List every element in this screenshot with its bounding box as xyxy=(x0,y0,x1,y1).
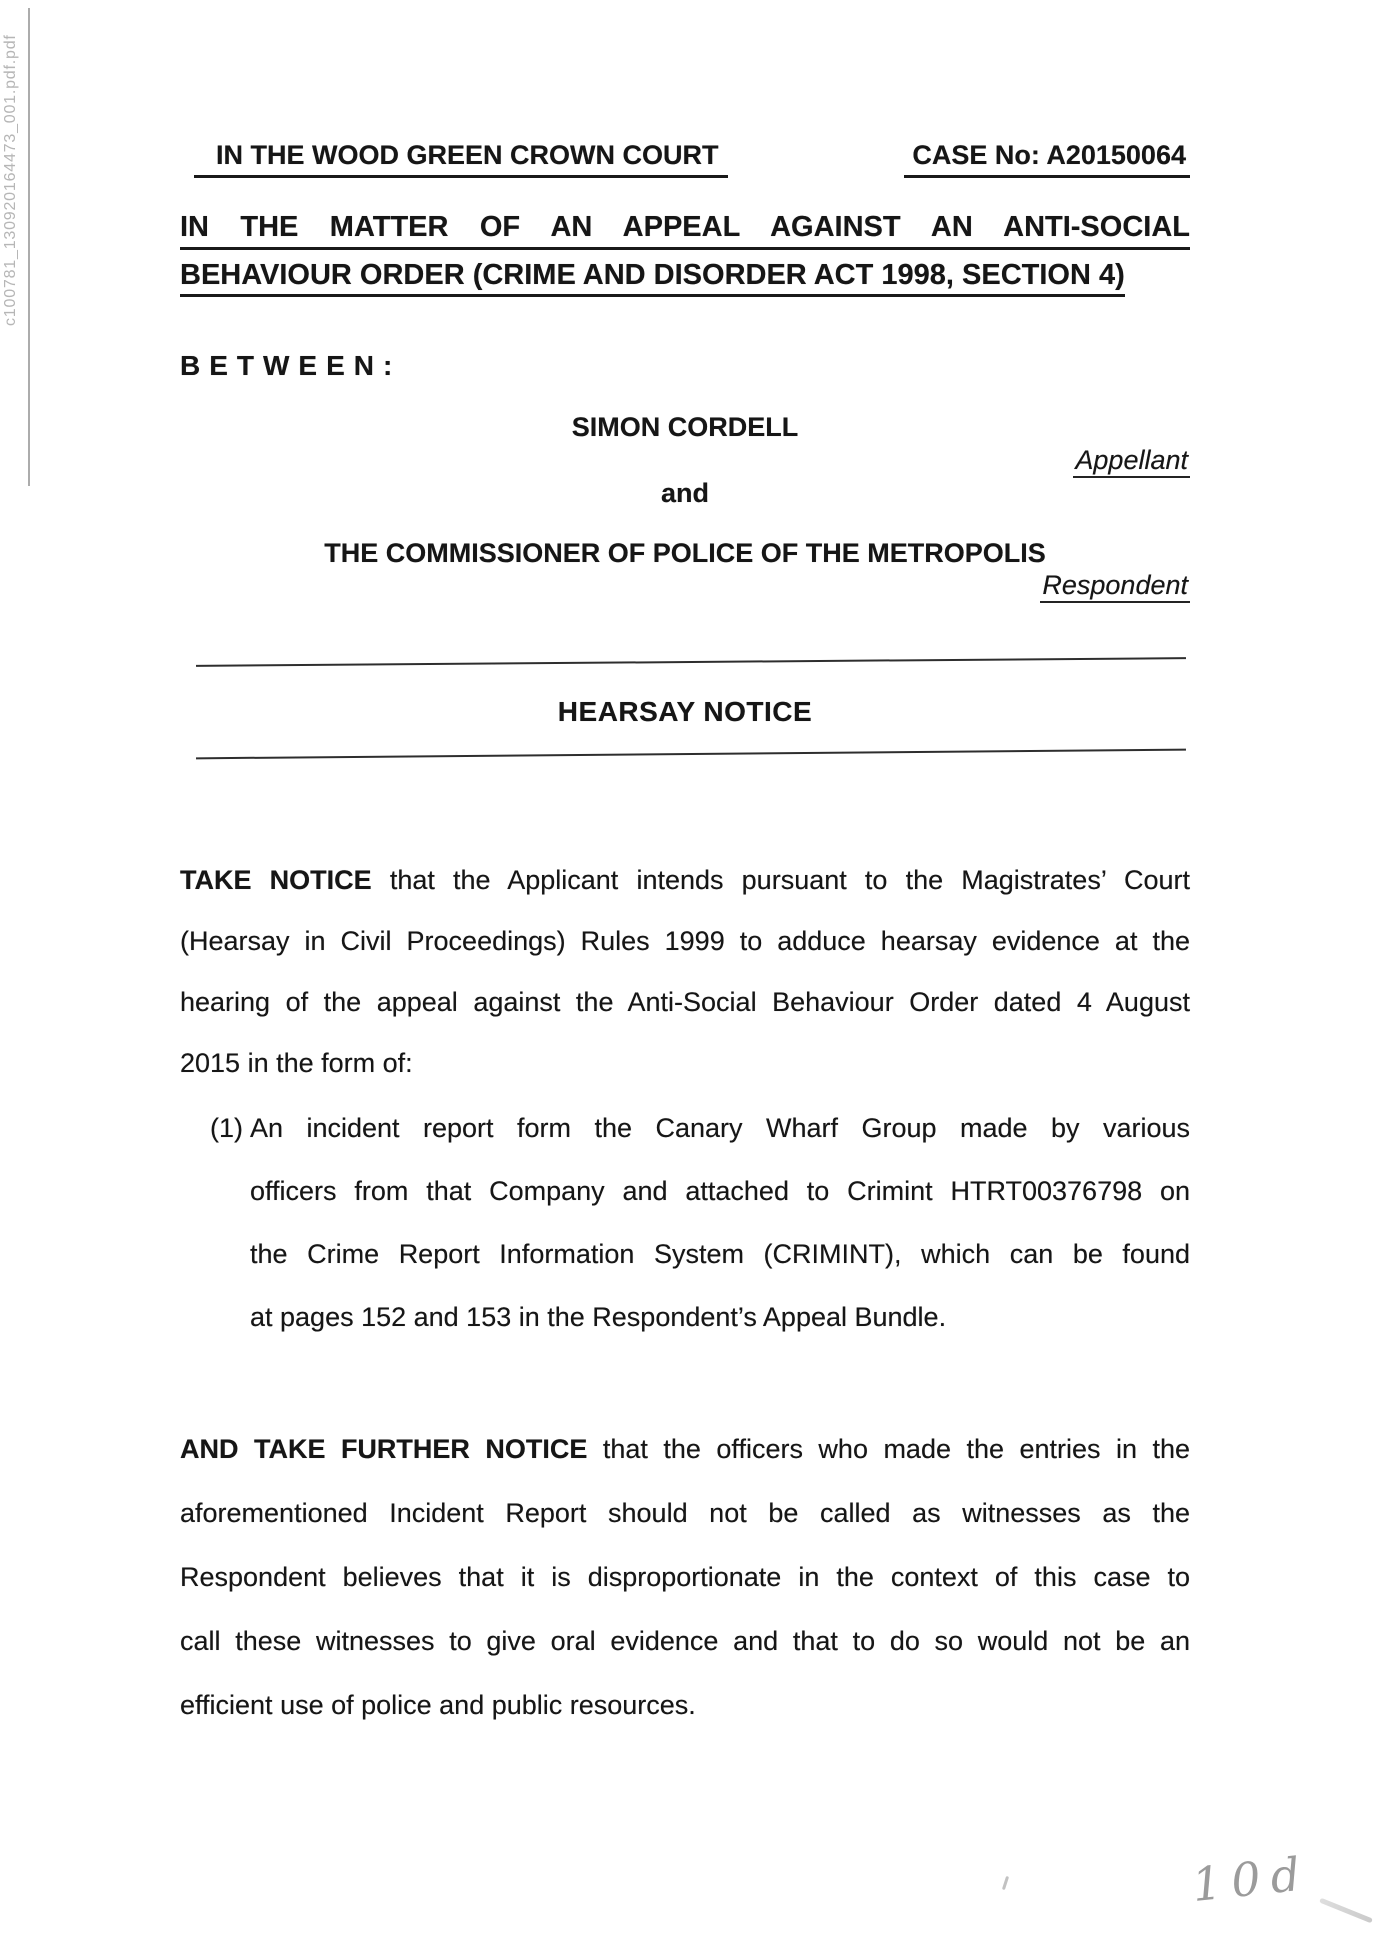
paragraph-line: at pages 152 and 153 in the Respondent’s Appeal Bundle. xyxy=(250,1302,947,1332)
paragraph-line: officers from that Company and attached to Crimint HTRT00376798 on xyxy=(250,1176,1190,1206)
handwritten-page-mark: 10d xyxy=(1189,1845,1313,1913)
further-notice-paragraph xyxy=(180,1417,1190,1737)
pencil-tick-mark xyxy=(1002,1876,1009,1890)
title-rule-bottom xyxy=(196,749,1186,760)
take-notice-paragraph xyxy=(180,850,1190,1094)
pencil-smudge-mark xyxy=(1319,1898,1373,1924)
notice-title: HEARSAY NOTICE xyxy=(557,696,813,727)
evidence-list-item-1 xyxy=(210,1097,1190,1349)
paragraph-line: efficient use of police and public resources. xyxy=(180,1690,696,1720)
paragraph-line: hearing of the appeal against the Anti-Social Behaviour Order dated 4 August xyxy=(180,987,1190,1017)
respondent-role-label: Respondent xyxy=(180,570,1238,601)
paragraph-line: TAKE NOTICE that the Applicant intends pursuant to the Magistrates’ Court xyxy=(180,865,1190,895)
paragraph-line: An incident report form the Canary Wharf Group made by various xyxy=(250,1113,1190,1143)
matter-heading-line1: IN THE MATTER OF AN APPEAL AGAINST AN ANTI-SOCIAL xyxy=(180,210,1190,250)
list-item-text xyxy=(250,1097,1190,1349)
matter-heading-line2: BEHAVIOUR ORDER (CRIME AND DISORDER ACT 1998, SECTION 4) xyxy=(180,258,1190,292)
document-header xyxy=(180,140,1190,178)
appellant-role-label: Appellant xyxy=(180,445,1238,476)
further-notice-lead: AND TAKE FURTHER NOTICE xyxy=(180,1434,588,1464)
paragraph-line: 2015 in the form of: xyxy=(180,1048,413,1078)
paragraph-line: call these witnesses to give oral evidence and that to do so would not be an xyxy=(180,1626,1190,1656)
scan-edge-line xyxy=(28,8,30,486)
case-number: CASE No: A20150064 xyxy=(904,140,1190,178)
take-notice-lead: TAKE NOTICE xyxy=(180,865,372,895)
court-name: IN THE WOOD GREEN CROWN COURT xyxy=(194,140,728,178)
paragraph-line: the Crime Report Information System (CRIMINT), which can be found xyxy=(250,1239,1190,1269)
parties-conjunction: and xyxy=(660,478,709,508)
matter-heading xyxy=(180,210,1190,292)
respondent-name: THE COMMISSIONER OF POLICE OF THE METROPOLIS xyxy=(324,538,1046,568)
appellant-name: SIMON CORDELL xyxy=(571,412,799,442)
paragraph-line: (Hearsay in Civil Proceedings) Rules 1999 to adduce hearsay evidence at the xyxy=(180,926,1190,956)
paragraph-line: aforementioned Incident Report should not be called as witnesses as the xyxy=(180,1498,1190,1528)
title-rule-top xyxy=(196,657,1186,667)
paragraph-line: AND TAKE FURTHER NOTICE that the officers who made the entries in the xyxy=(180,1434,1191,1464)
paragraph-line: Respondent believes that it is disproportionate in the context of this case to xyxy=(180,1562,1190,1592)
scan-filename-label: c100781_130920164473_001.pdf.pdf xyxy=(2,34,19,326)
list-item-number: (1) xyxy=(210,1113,243,1143)
between-label: BETWEEN: xyxy=(180,350,402,381)
